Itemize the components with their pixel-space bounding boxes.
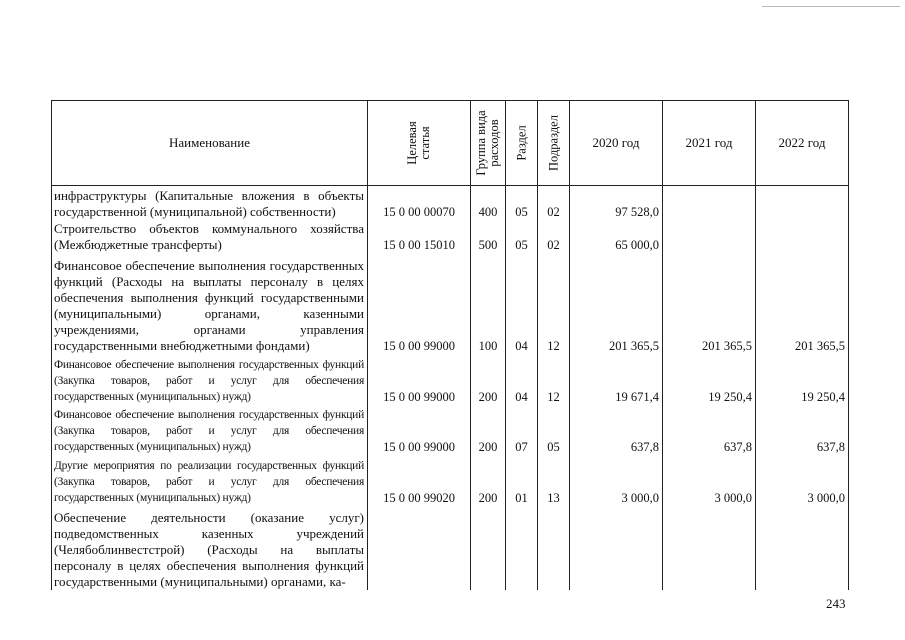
cell-name: Обеспечение деятельности (оказание услуг) подведомственных казенных учреждений (Челябоблинвестстрой) (Расходы на выплаты персоналу в целях обеспечения выполнения функций государственными (муниципальными) органами, ка- xyxy=(52,506,368,590)
cell-2020 xyxy=(570,506,663,590)
cell-subsection: 12 xyxy=(538,253,570,354)
table-row xyxy=(52,506,849,590)
budget-table xyxy=(51,100,849,590)
cell-name: Строительство объектов коммунального хозяйства (Межбюджетные трансферты) xyxy=(52,220,368,254)
header-subsection xyxy=(538,101,570,186)
cell-section: 01 xyxy=(506,455,538,505)
cell-subsection xyxy=(538,506,570,590)
header-group xyxy=(471,101,506,186)
cell-target: 15 0 00 99000 xyxy=(368,253,471,354)
cell-group: 100 xyxy=(471,253,506,354)
page-number: 243 xyxy=(826,596,846,611)
cell-target: 15 0 00 99020 xyxy=(368,455,471,505)
cell-2020: 19 671,4 xyxy=(570,354,663,404)
cell-2020: 97 528,0 xyxy=(570,186,663,220)
cell-2022: 201 365,5 xyxy=(756,253,849,354)
cell-name: Другие мероприятия по реализации государственных функций (Закупка товаров, работ и услуг для обеспечения государственных (муниципальных) нужд) xyxy=(52,455,368,505)
header-2020: 2020 год xyxy=(570,101,663,186)
cell-group: 200 xyxy=(471,354,506,404)
cell-2021: 637,8 xyxy=(663,405,756,455)
cell-target: 15 0 00 15010 xyxy=(368,220,471,254)
header-2022: 2022 год xyxy=(756,101,849,186)
table-row xyxy=(52,220,849,254)
cell-group: 500 xyxy=(471,220,506,254)
cell-2022: 3 000,0 xyxy=(756,455,849,505)
table-row xyxy=(52,405,849,455)
header-group-line2: расходов xyxy=(487,119,501,167)
cell-section: 05 xyxy=(506,220,538,254)
table-body xyxy=(52,186,849,591)
cell-subsection: 02 xyxy=(538,220,570,254)
cell-2021 xyxy=(663,220,756,254)
cell-target xyxy=(368,506,471,590)
cell-subsection: 02 xyxy=(538,186,570,220)
cell-target: 15 0 00 00070 xyxy=(368,186,471,220)
table-row xyxy=(52,186,849,220)
header-target xyxy=(368,101,471,186)
cell-2021: 19 250,4 xyxy=(663,354,756,404)
cell-2021 xyxy=(663,186,756,220)
cell-section: 04 xyxy=(506,253,538,354)
cell-2021: 201 365,5 xyxy=(663,253,756,354)
cell-2020: 201 365,5 xyxy=(570,253,663,354)
cell-2022: 19 250,4 xyxy=(756,354,849,404)
header-name: Наименование xyxy=(52,101,368,186)
cell-2022: 637,8 xyxy=(756,405,849,455)
cell-name: Финансовое обеспечение выполнения государственных функций (Закупка товаров, работ и услуг для обеспечения государственных (муниципальных) нужд) xyxy=(52,405,368,455)
table-row xyxy=(52,354,849,404)
cell-section: 07 xyxy=(506,405,538,455)
top-rule xyxy=(762,6,900,7)
header-group-line1: Группа вида xyxy=(474,110,488,176)
cell-2020: 637,8 xyxy=(570,405,663,455)
cell-2022 xyxy=(756,506,849,590)
cell-section xyxy=(506,506,538,590)
cell-group xyxy=(471,506,506,590)
table-header-row xyxy=(52,101,849,186)
cell-2022 xyxy=(756,220,849,254)
header-section xyxy=(506,101,538,186)
cell-2020: 65 000,0 xyxy=(570,220,663,254)
cell-name: инфраструктуры (Капитальные вложения в объекты государственной (муниципальной) собственности) xyxy=(52,186,368,220)
cell-subsection: 05 xyxy=(538,405,570,455)
cell-target: 15 0 00 99000 xyxy=(368,405,471,455)
cell-subsection: 13 xyxy=(538,455,570,505)
cell-group: 200 xyxy=(471,455,506,505)
cell-group: 400 xyxy=(471,186,506,220)
cell-2021: 3 000,0 xyxy=(663,455,756,505)
cell-2022 xyxy=(756,186,849,220)
header-subsection-text: Подраздел xyxy=(546,115,560,171)
cell-section: 05 xyxy=(506,186,538,220)
header-target-line2: статья xyxy=(418,126,432,160)
table-row xyxy=(52,455,849,505)
header-section-text: Раздел xyxy=(514,125,528,161)
cell-2021 xyxy=(663,506,756,590)
cell-target: 15 0 00 99000 xyxy=(368,354,471,404)
cell-name: Финансовое обеспечение выполнения государственных функций (Расходы на выплаты персоналу в целях обеспечения выполнения функций государственными (муниципальными) органами, казенными учреждениями, органами управления государственными внебюджетными фондами) xyxy=(52,253,368,354)
cell-group: 200 xyxy=(471,405,506,455)
cell-2020: 3 000,0 xyxy=(570,455,663,505)
cell-subsection: 12 xyxy=(538,354,570,404)
header-2021: 2021 год xyxy=(663,101,756,186)
cell-name: Финансовое обеспечение выполнения государственных функций (Закупка товаров, работ и услуг для обеспечения государственных (муниципальных) нужд) xyxy=(52,354,368,404)
header-target-line1: Целевая xyxy=(405,121,419,165)
cell-section: 04 xyxy=(506,354,538,404)
table-row xyxy=(52,253,849,354)
